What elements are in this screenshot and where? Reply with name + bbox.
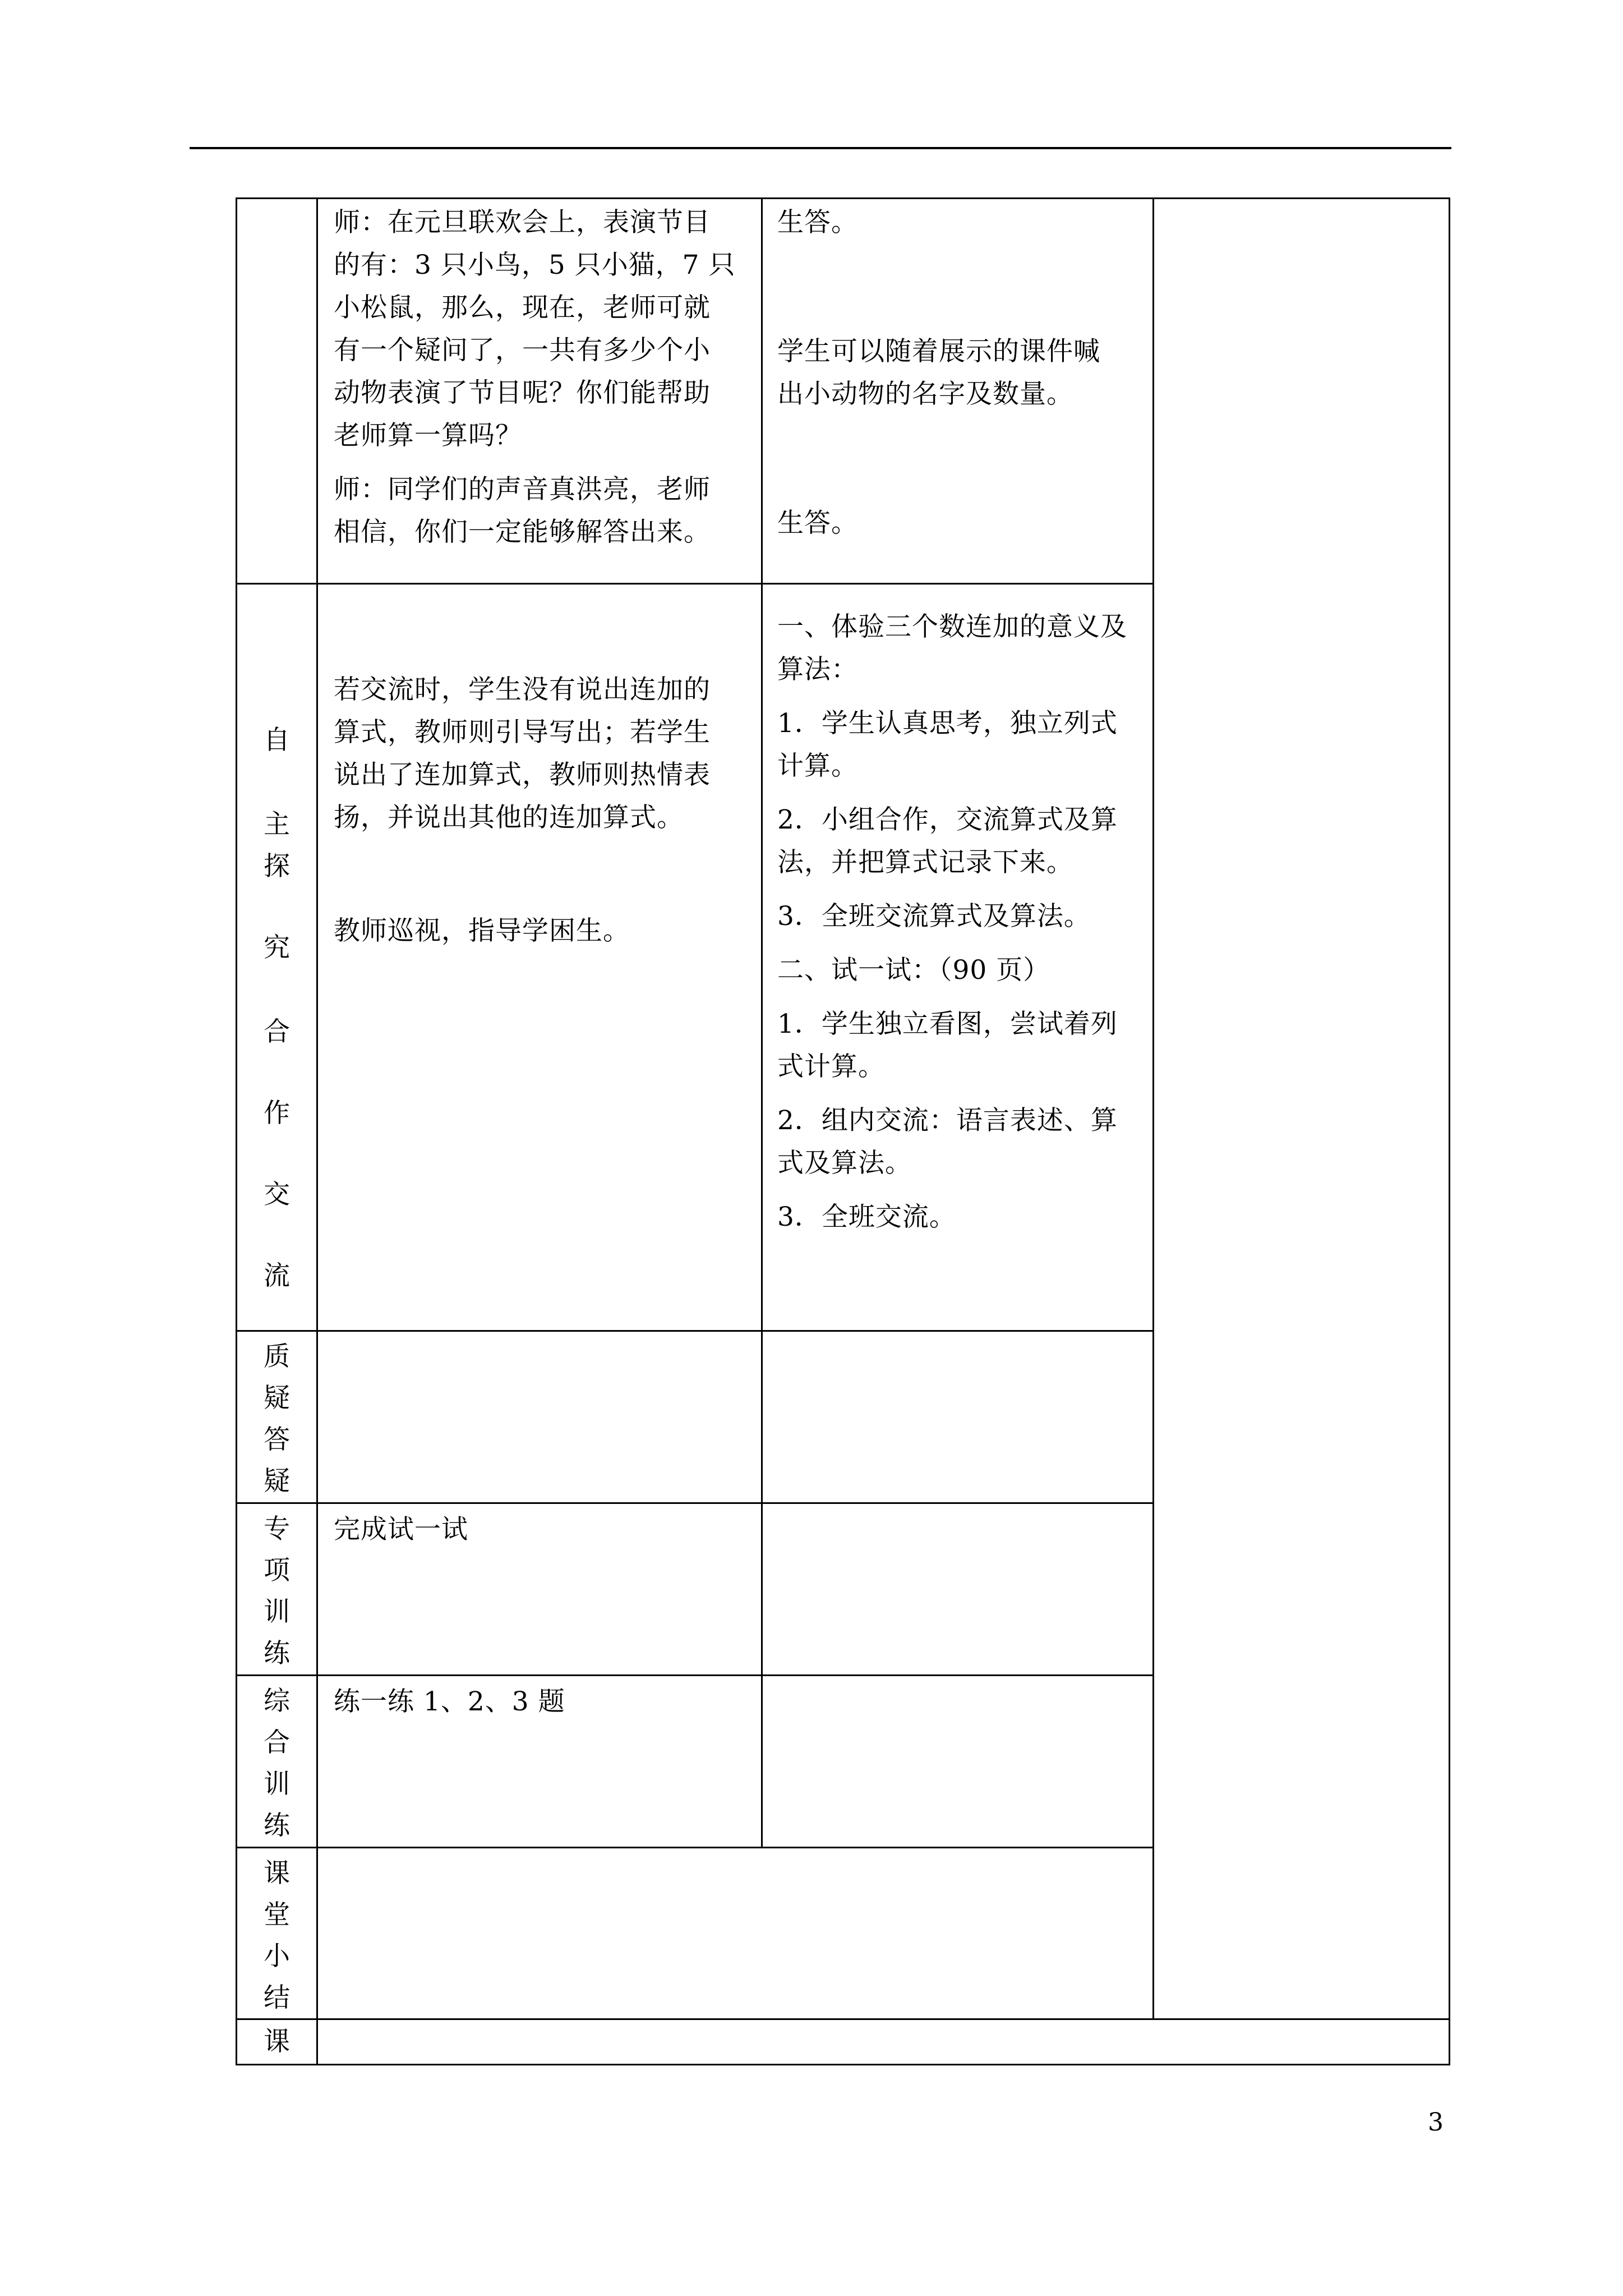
- row-last-label-cell: [236, 2018, 318, 2065]
- row-qa-student-cell: [761, 1330, 1154, 1504]
- text-line: 二、试一试：（90 页）: [777, 955, 1050, 986]
- row-summary-content-cell: [316, 1847, 1154, 2020]
- text-line: 若交流时，学生没有说出连加的: [334, 674, 711, 705]
- student-answer-2: 生答。: [777, 508, 858, 539]
- text-line: 3．全班交流算式及算法。: [777, 901, 1091, 932]
- label-char: 质: [264, 1341, 290, 1372]
- row-last-label: [237, 2021, 316, 2063]
- student-paragraph: [777, 1003, 1127, 1088]
- label-char: 疑: [264, 1383, 290, 1414]
- row-comprehensive-teacher-cell: [316, 1674, 763, 1848]
- text-line: 法，并把算式记录下来。: [777, 847, 1073, 878]
- label-char: 专: [264, 1513, 290, 1544]
- text-line: 2．组内交流：语言表述、算: [777, 1105, 1118, 1136]
- text-line: 算法：: [777, 654, 858, 685]
- row-special-label: [237, 1508, 316, 1674]
- text-line: 的有：3 只小鸟，5 只小猫，7 只: [334, 250, 736, 280]
- row-comprehensive-teacher-text: 练一练 1、2、3 题: [334, 1686, 565, 1717]
- student-text-block: [777, 606, 1127, 1250]
- label-char: 练: [264, 1638, 290, 1669]
- text-line: 有一个疑问了，一共有多少个小: [334, 335, 711, 366]
- text-line: 说出了连加算式，教师则热情表: [334, 760, 711, 790]
- row-intro-label-cell: [236, 197, 318, 585]
- row-special-teacher-text: 完成试一试: [334, 1514, 468, 1545]
- student-paragraph: [777, 1196, 1127, 1239]
- text-line: 算式，教师则引导写出；若学生: [334, 717, 711, 748]
- text-line: 学生可以随着展示的课件喊: [777, 336, 1100, 367]
- label-char: 合: [264, 1727, 290, 1758]
- student-paragraph: [777, 799, 1127, 884]
- text-line: 1．学生独立看图，尝试着列: [777, 1009, 1118, 1039]
- text-line: 师：同学们的声音真洪亮，老师: [334, 474, 711, 505]
- teacher-text-block: [334, 201, 736, 565]
- label-char: 小: [264, 1941, 290, 1972]
- label-char: 答: [264, 1424, 290, 1455]
- row-special-student-cell: [761, 1502, 1154, 1676]
- label-char: 训: [264, 1596, 290, 1627]
- label-char: 探: [264, 851, 290, 882]
- label-char: 自: [264, 725, 290, 756]
- text-line: 教师巡视，指导学困生。: [334, 915, 630, 946]
- teacher-paragraph: [334, 669, 711, 839]
- label-char: 项: [264, 1555, 290, 1586]
- row-special-label-cell: [236, 1502, 318, 1676]
- row-intro-student-cell: [761, 197, 1154, 585]
- teacher-text-block: [334, 669, 711, 953]
- text-line: 2．小组合作，交流算式及算: [777, 804, 1118, 835]
- text-line: 扬，并说出其他的连加算式。: [334, 802, 684, 833]
- teacher-paragraph: [334, 910, 711, 953]
- row-last-content-cell: [316, 2018, 1450, 2065]
- label-char: 合: [264, 1016, 290, 1047]
- text-line: 1．学生认真思考，独立列式: [777, 708, 1118, 739]
- label-char: 堂: [264, 1899, 290, 1930]
- student-paragraph: [777, 1099, 1127, 1185]
- label-char: 课: [264, 2026, 290, 2057]
- text-line: 老师算一算吗？: [334, 420, 522, 451]
- label-char: 主: [264, 809, 290, 840]
- student-paragraph: [777, 606, 1127, 691]
- label-char: 究: [264, 932, 290, 963]
- row-summary-label: [237, 1853, 316, 2019]
- teacher-paragraph: [334, 201, 736, 457]
- row-special-teacher-cell: [316, 1502, 763, 1676]
- text-line: 动物表演了节目呢？你们能帮助: [334, 378, 711, 408]
- row-explore-teacher-cell: [316, 583, 763, 1332]
- label-char: 训: [264, 1769, 290, 1800]
- row-qa-label: [237, 1336, 316, 1502]
- row-comprehensive-label-cell: [236, 1674, 318, 1848]
- teacher-paragraph: [334, 468, 736, 554]
- page-number: 3: [1428, 2108, 1444, 2137]
- text-line: 式计算。: [777, 1051, 885, 1082]
- row-comprehensive-label: [237, 1681, 316, 1847]
- label-char: 练: [264, 1810, 290, 1841]
- header-rule: [190, 147, 1451, 149]
- row-explore-student-cell: [761, 583, 1154, 1332]
- label-char: 作: [264, 1098, 290, 1129]
- text-line: 计算。: [777, 751, 858, 781]
- notes-column-cell: [1152, 197, 1450, 2020]
- label-char: 结: [264, 1982, 290, 2013]
- label-char: 课: [264, 1858, 290, 1889]
- student-answer-1: 生答。: [777, 207, 858, 238]
- row-qa-label-cell: [236, 1330, 318, 1504]
- label-char: 交: [264, 1179, 290, 1210]
- row-intro-teacher-cell: [316, 197, 763, 585]
- row-explore-label: [237, 585, 316, 1330]
- text-line: 出小动物的名字及数量。: [777, 379, 1073, 409]
- row-explore-label-cell: [236, 583, 318, 1332]
- text-line: 一、体验三个数连加的意义及: [777, 611, 1127, 642]
- text-line: 师：在元旦联欢会上，表演节目: [334, 207, 711, 238]
- student-paragraph: [777, 949, 1127, 992]
- student-paragraph: [777, 702, 1127, 788]
- student-paragraph: [777, 895, 1127, 938]
- text-line: 相信，你们一定能够解答出来。: [334, 517, 711, 547]
- row-qa-teacher-cell: [316, 1330, 763, 1504]
- row-comprehensive-student-cell: [761, 1674, 1154, 1848]
- text-line: 式及算法。: [777, 1148, 912, 1179]
- student-call-out: [777, 330, 1100, 416]
- row-summary-label-cell: [236, 1847, 318, 2020]
- label-char: 综: [264, 1686, 290, 1717]
- text-line: 小松鼠，那么，现在，老师可就: [334, 292, 711, 323]
- label-char: 疑: [264, 1466, 290, 1497]
- label-char: 流: [264, 1260, 290, 1291]
- text-line: 3．全班交流。: [777, 1202, 956, 1232]
